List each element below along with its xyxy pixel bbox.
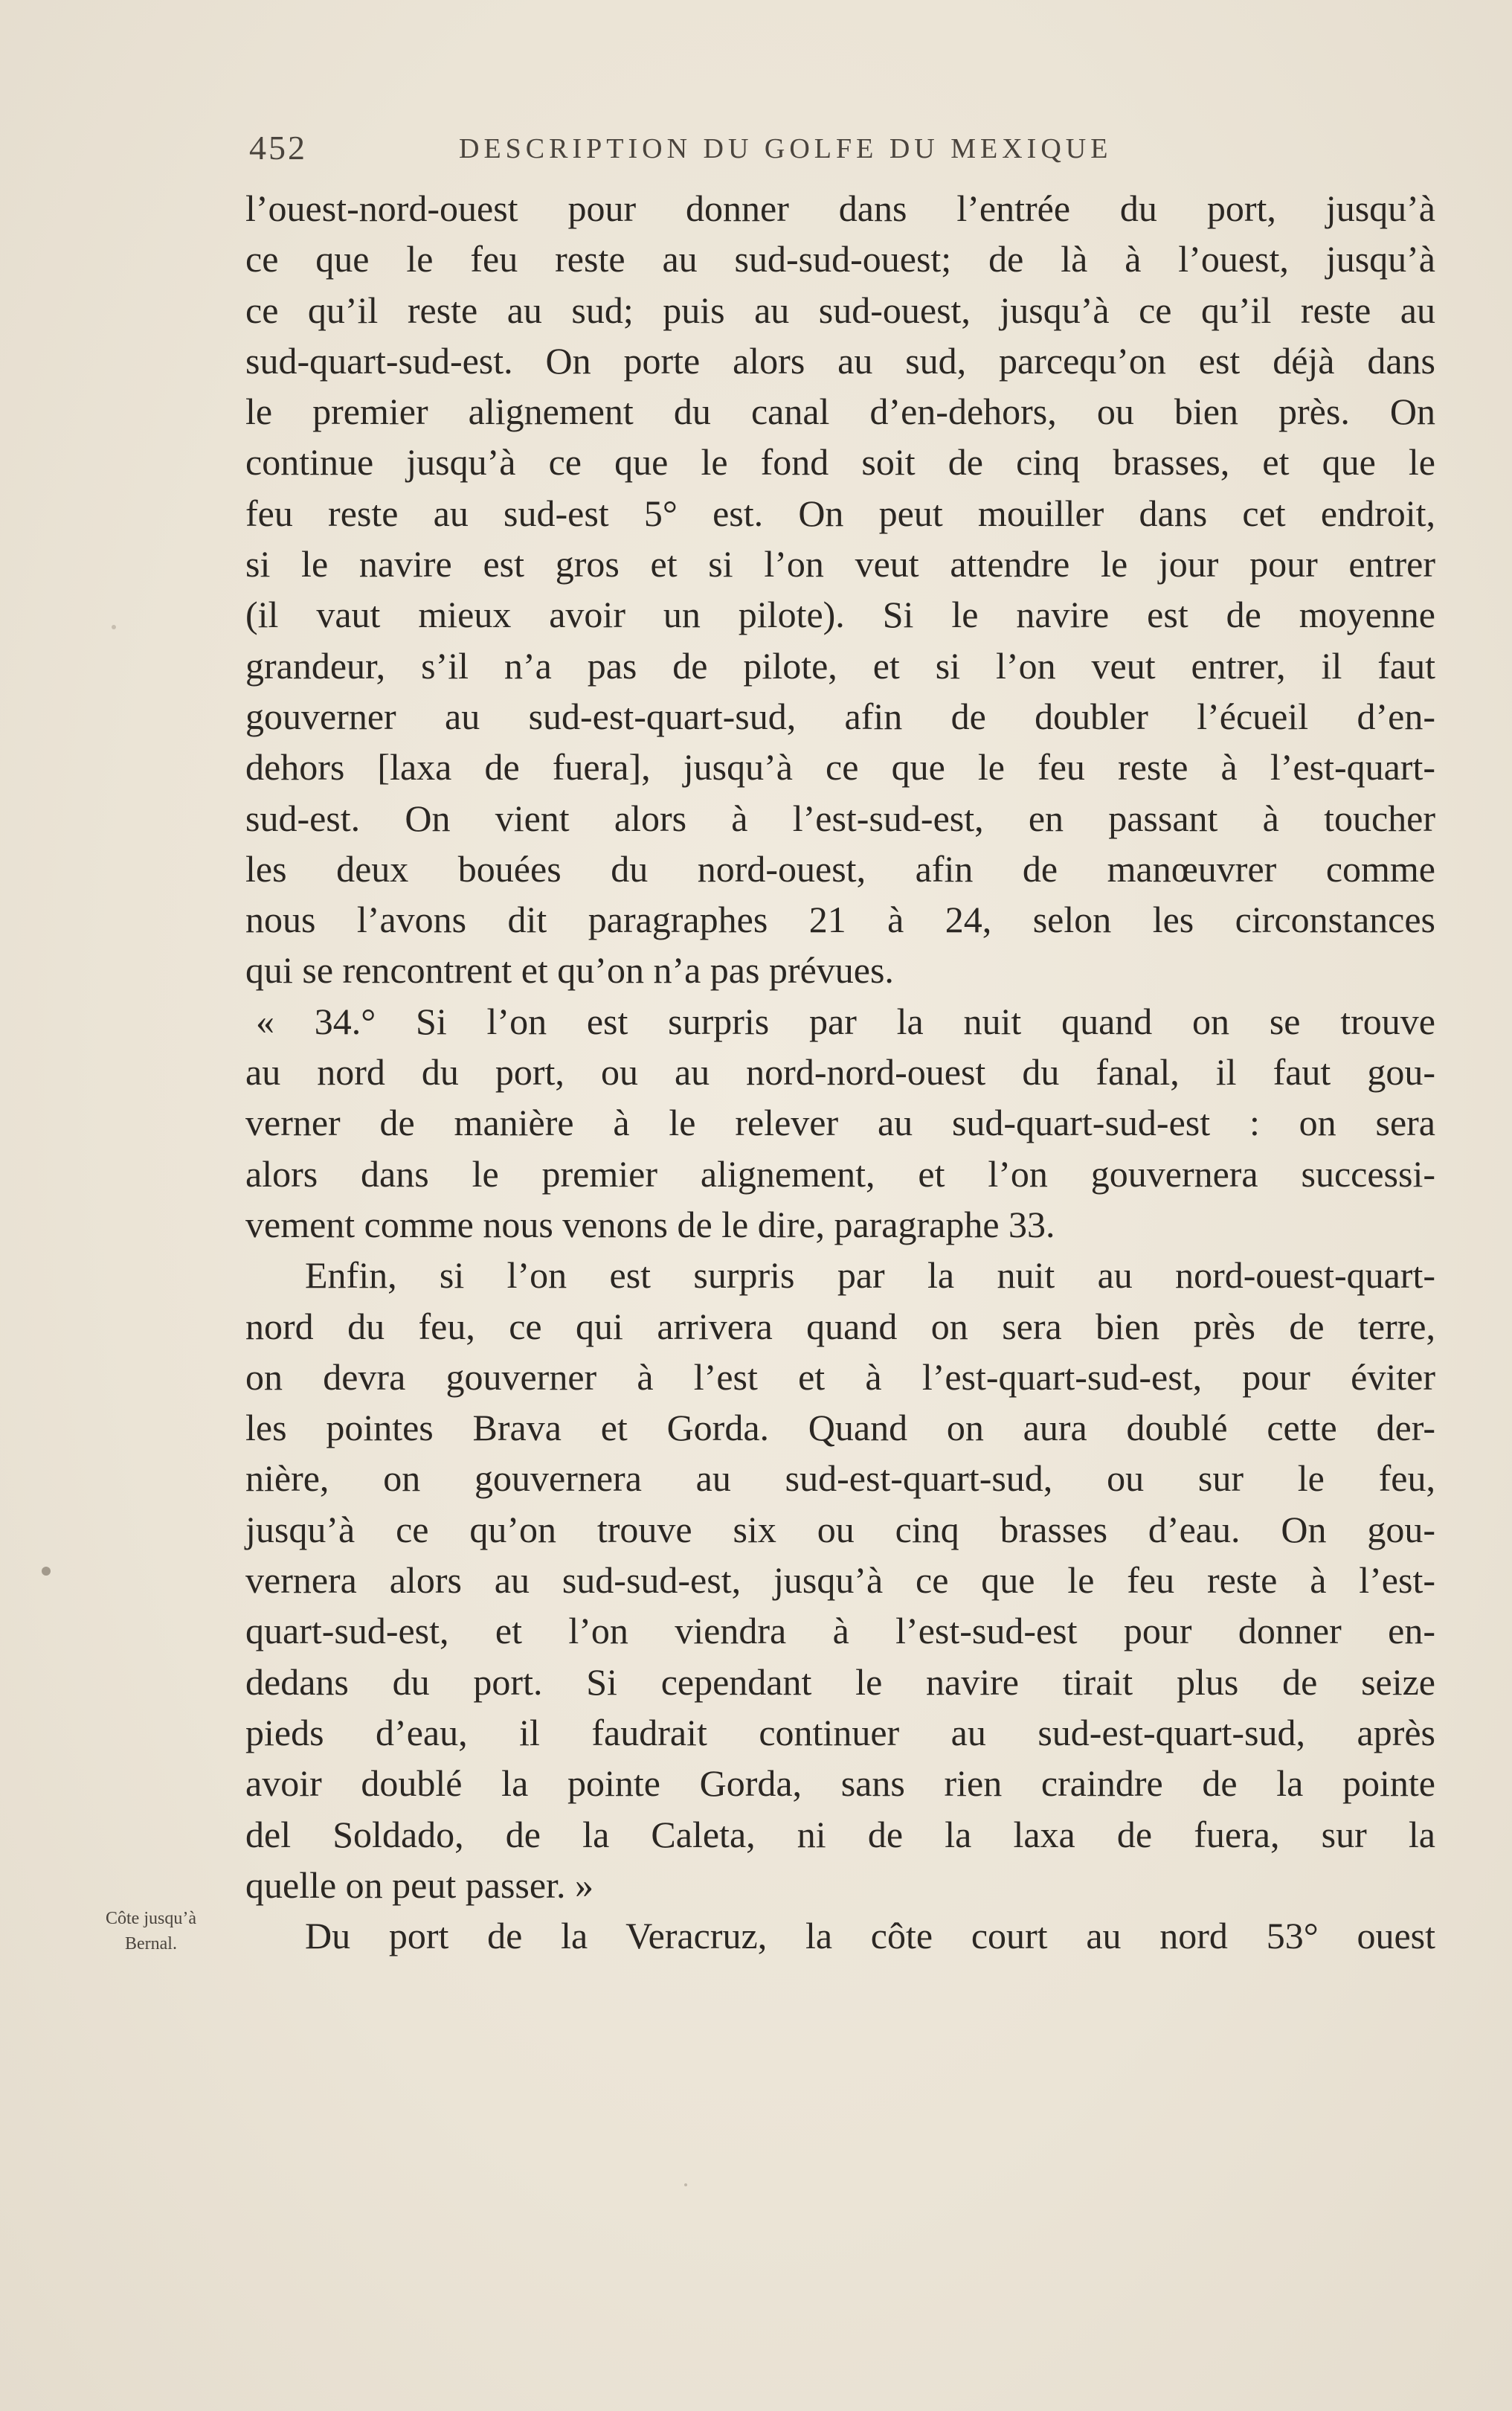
text-line: continue jusqu’à ce que le fond soit de cinq brasses, et que le: [245, 441, 1435, 484]
running-title: DESCRIPTION DU GOLFE DU MEXIQUE: [459, 133, 1113, 164]
margin-note-line: Côte jusqu’à: [106, 1909, 196, 1928]
text-line: Enfin, si l’on est surpris par la nuit au nord-ouest-quart-: [305, 1254, 1435, 1297]
text-line: dedans du port. Si cependant le navire tirait plus de seize: [245, 1660, 1435, 1703]
text-line: ce que le feu reste au sud-sud-ouest; de là à l’ouest, jusqu’à: [245, 238, 1435, 280]
margin-note: [65, 1906, 237, 1956]
text-line: pieds d’eau, il faudrait continuer au sud-est-quart-sud, après: [245, 1711, 1435, 1753]
body-text: [245, 183, 1435, 1961]
text-line: le premier alignement du canal d’en-dehors, ou bien près. On: [245, 391, 1435, 433]
text-line: sud-est. On vient alors à l’est-sud-est, en passant à toucher: [245, 797, 1435, 839]
text-line: Du port de la Veracruz, la côte court au nord 53° ouest: [305, 1915, 1435, 1957]
text-line: verner de manière à le relever au sud-quart-sud-est : on sera: [245, 1102, 1435, 1144]
text-line: « 34.° Si l’on est surpris par la nuit quand on se trouve: [256, 1000, 1435, 1042]
paper-speck: [684, 2183, 687, 2186]
text-line: jusqu’à ce qu’on trouve six ou cinq brasses d’eau. On gou-: [245, 1508, 1435, 1550]
text-line: alors dans le premier alignement, et l’on gouvernera successi-: [245, 1152, 1435, 1195]
text-line: les deux bouées du nord-ouest, afin de manœuvrer comme: [245, 847, 1435, 890]
text-line: ce qu’il reste au sud; puis au sud-ouest, jusqu’à ce qu’il reste au: [245, 289, 1435, 331]
text-line: l’ouest-nord-ouest pour donner dans l’entrée du port, jusqu’à: [245, 187, 1435, 229]
text-line: vernera alors au sud-sud-est, jusqu’à ce que le feu reste à l’est-: [245, 1559, 1435, 1602]
text-line: quart-sud-est, et l’on viendra à l’est-sud-est pour donner en-: [245, 1610, 1435, 1652]
text-line: avoir doublé la pointe Gorda, sans rien craindre de la pointe: [245, 1762, 1435, 1805]
text-line: nord du feu, ce qui arrivera quand on sera bien près de terre,: [245, 1305, 1435, 1347]
text-line: les pointes Brava et Gorda. Quand on aura doublé cette der-: [245, 1407, 1435, 1449]
text-line: del Soldado, de la Caleta, ni de la laxa de fuera, sur la: [245, 1813, 1435, 1855]
paper-speck: [112, 625, 116, 629]
page-number: 452: [249, 129, 307, 167]
text-line: on devra gouverner à l’est et à l’est-quart-sud-est, pour éviter: [245, 1355, 1435, 1398]
page-header: [249, 128, 1231, 173]
text-line: quelle on peut passer. »: [245, 1863, 593, 1906]
text-line: qui se rencontrent et qu’on n’a pas prévues.: [245, 949, 894, 992]
text-line: nous l’avons dit paragraphes 21 à 24, selon les circonstances: [245, 899, 1435, 941]
text-line: au nord du port, ou au nord-nord-ouest du fanal, il faut gou-: [245, 1051, 1435, 1094]
text-line: feu reste au sud-est 5° est. On peut mouiller dans cet endroit,: [245, 492, 1435, 534]
text-line: si le navire est gros et si l’on veut attendre le jour pour entrer: [245, 543, 1435, 585]
text-line: dehors [laxa de fuera], jusqu’à ce que le feu reste à l’est-quart-: [245, 746, 1435, 789]
text-line: (il vaut mieux avoir un pilote). Si le navire est de moyenne: [245, 594, 1435, 636]
paper-speck: [42, 1567, 51, 1576]
text-line: nière, on gouvernera au sud-est-quart-sud, ou sur le feu,: [245, 1457, 1435, 1500]
text-line: sud-quart-sud-est. On porte alors au sud, parcequ’on est déjà dans: [245, 339, 1435, 382]
text-line: gouverner au sud-est-quart-sud, afin de doubler l’écueil d’en-: [245, 695, 1435, 737]
text-line: vement comme nous venons de le dire, paragraphe 33.: [245, 1203, 1055, 1245]
text-line: grandeur, s’il n’a pas de pilote, et si l’on veut entrer, il faut: [245, 644, 1435, 687]
margin-note-line: Bernal.: [125, 1934, 177, 1953]
